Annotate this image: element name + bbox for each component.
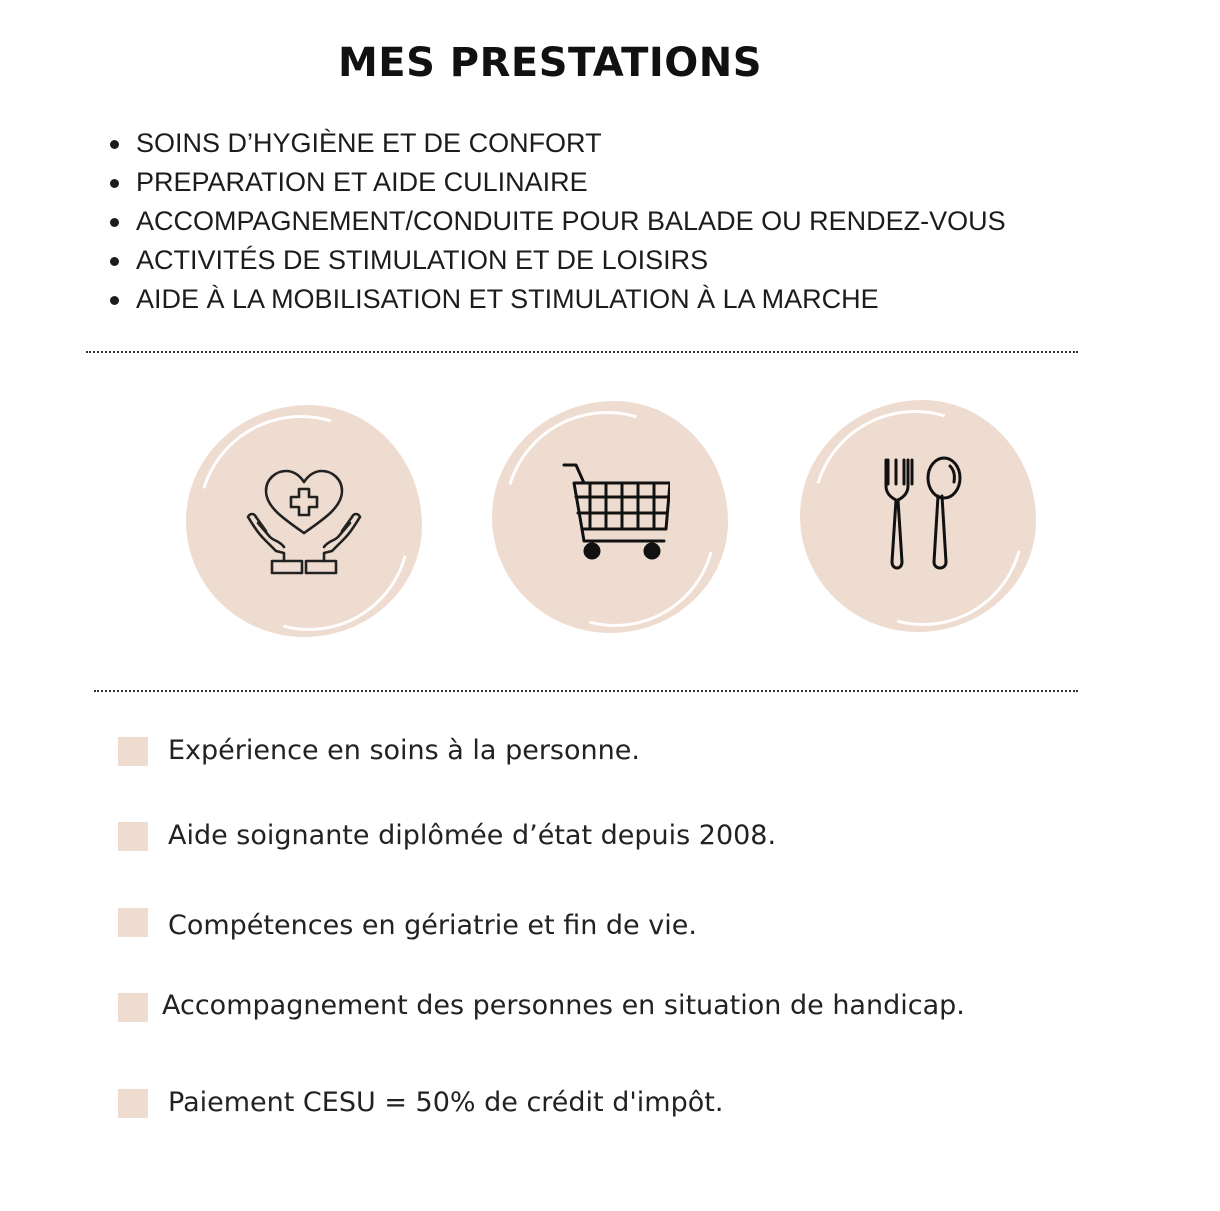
square-bullet-icon bbox=[118, 822, 148, 851]
meal-icon-badge bbox=[800, 400, 1036, 632]
square-bullet-icon bbox=[118, 737, 148, 766]
square-bullet-icon bbox=[118, 908, 148, 937]
list-item bbox=[108, 124, 1006, 163]
service-label: ACCOMPAGNEMENT/CONDUITE POUR BALADE OU RENDEZ-VOUS bbox=[136, 206, 1006, 236]
cart-icon-badge bbox=[492, 401, 728, 633]
dotted-divider bbox=[94, 690, 1078, 692]
list-item bbox=[108, 241, 1006, 280]
service-label: PREPARATION ET AIDE CULINAIRE bbox=[136, 167, 588, 197]
care-hands-heart-icon bbox=[244, 461, 364, 581]
dotted-divider bbox=[86, 351, 1078, 353]
bullet-icon bbox=[110, 140, 119, 149]
service-label: ACTIVITÉS DE STIMULATION ET DE LOISIRS bbox=[136, 245, 709, 275]
service-label: AIDE À LA MOBILISATION ET STIMULATION À LA MARCHE bbox=[136, 284, 879, 314]
bullet-icon bbox=[110, 296, 119, 305]
list-item bbox=[108, 280, 1006, 319]
bullet-icon bbox=[110, 257, 119, 266]
qualification-text: Aide soignante diplômée d’état depuis 2008. bbox=[168, 820, 777, 851]
qualification-text: Compétences en gériatrie et fin de vie. bbox=[168, 910, 697, 941]
qualification-text: Paiement CESU = 50% de crédit d'impôt. bbox=[168, 1087, 724, 1118]
shopping-cart-icon bbox=[550, 457, 670, 577]
page-title: MES PRESTATIONS bbox=[337, 40, 763, 86]
bullet-icon bbox=[110, 218, 119, 227]
square-bullet-icon bbox=[118, 1089, 148, 1118]
list-item bbox=[108, 163, 1006, 202]
services-list bbox=[108, 124, 1006, 319]
qualification-text: Expérience en soins à la personne. bbox=[168, 735, 640, 766]
care-icon-badge bbox=[186, 405, 422, 637]
list-item bbox=[108, 202, 1006, 241]
qualification-text: Accompagnement des personnes en situation de handicap. bbox=[162, 990, 965, 1021]
fork-spoon-icon bbox=[858, 456, 978, 576]
service-label: SOINS D’HYGIÈNE ET DE CONFORT bbox=[136, 128, 602, 158]
bullet-icon bbox=[110, 179, 119, 188]
square-bullet-icon bbox=[118, 993, 148, 1022]
